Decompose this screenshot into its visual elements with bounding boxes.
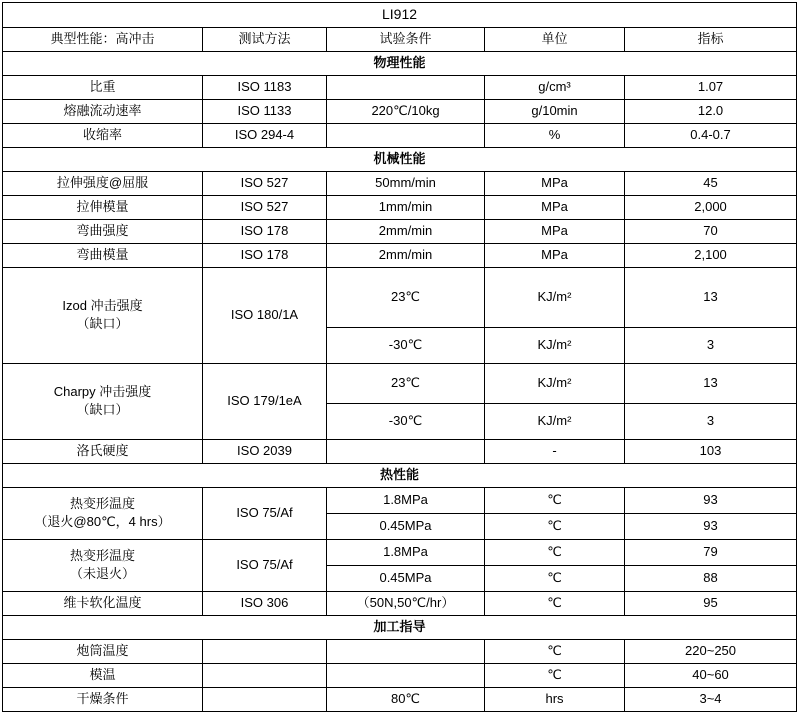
table-row <box>3 195 797 219</box>
section-row-processing <box>3 615 797 639</box>
row-condition: -30℃ <box>327 327 485 363</box>
title-row <box>3 3 797 28</box>
izod-label-line2: （缺口） <box>76 316 129 331</box>
table-row <box>3 663 797 687</box>
table-row <box>3 219 797 243</box>
table-row <box>3 123 797 147</box>
table-row <box>3 171 797 195</box>
section-title: 热性能 <box>3 463 797 487</box>
row-method: ISO 527 <box>203 195 327 219</box>
row-method <box>203 687 327 711</box>
row-unit: ℃ <box>485 565 625 591</box>
charpy-label-line2: （缺口） <box>76 402 129 417</box>
row-property: 维卡软化温度 <box>3 591 203 615</box>
table-row <box>3 639 797 663</box>
section-title: 物理性能 <box>3 51 797 75</box>
row-value: 70 <box>625 219 797 243</box>
header-row <box>3 27 797 51</box>
row-unit: ℃ <box>485 639 625 663</box>
row-method <box>203 663 327 687</box>
row-property: 比重 <box>3 75 203 99</box>
header-unit: 单位 <box>485 27 625 51</box>
row-condition: 0.45MPa <box>327 565 485 591</box>
row-value: 2,000 <box>625 195 797 219</box>
row-property-hdt-annealed <box>3 487 203 539</box>
table-row <box>3 591 797 615</box>
row-condition: 2mm/min <box>327 219 485 243</box>
row-property: 拉伸强度@屈服 <box>3 171 203 195</box>
row-unit: MPa <box>485 171 625 195</box>
row-value: 3~4 <box>625 687 797 711</box>
spec-table <box>2 2 797 712</box>
row-unit: ℃ <box>485 591 625 615</box>
row-value: 2,100 <box>625 243 797 267</box>
section-row-thermal <box>3 463 797 487</box>
row-unit: MPa <box>485 195 625 219</box>
row-property: 干燥条件 <box>3 687 203 711</box>
row-method <box>203 639 327 663</box>
row-condition: -30℃ <box>327 403 485 439</box>
row-value: 93 <box>625 513 797 539</box>
header-value: 指标 <box>625 27 797 51</box>
row-property-charpy <box>3 363 203 439</box>
row-value: 13 <box>625 267 797 327</box>
table-row <box>3 363 797 403</box>
row-unit: ℃ <box>485 513 625 539</box>
row-value: 40~60 <box>625 663 797 687</box>
row-condition: 0.45MPa <box>327 513 485 539</box>
row-property: 拉伸模量 <box>3 195 203 219</box>
row-property: 熔融流动速率 <box>3 99 203 123</box>
row-method: ISO 1183 <box>203 75 327 99</box>
row-value: 88 <box>625 565 797 591</box>
row-value: 95 <box>625 591 797 615</box>
document-title: LI912 <box>3 3 797 28</box>
table-row <box>3 539 797 565</box>
row-method: ISO 294-4 <box>203 123 327 147</box>
row-value: 13 <box>625 363 797 403</box>
table-row <box>3 243 797 267</box>
row-value: 12.0 <box>625 99 797 123</box>
table-row <box>3 487 797 513</box>
row-method: ISO 75/Af <box>203 539 327 591</box>
row-unit: ℃ <box>485 663 625 687</box>
header-property: 典型性能：高冲击 <box>3 27 203 51</box>
row-condition: 220℃/10kg <box>327 99 485 123</box>
row-condition: 80℃ <box>327 687 485 711</box>
table-row <box>3 267 797 327</box>
row-property: 模温 <box>3 663 203 687</box>
table-row <box>3 99 797 123</box>
row-unit: ℃ <box>485 539 625 565</box>
charpy-label-line1: Charpy 冲击强度 <box>53 384 152 400</box>
row-condition <box>327 639 485 663</box>
row-property-izod <box>3 267 203 363</box>
row-condition: 2mm/min <box>327 243 485 267</box>
row-value: 0.4-0.7 <box>625 123 797 147</box>
row-unit: g/cm³ <box>485 75 625 99</box>
row-value: 1.07 <box>625 75 797 99</box>
row-condition: 23℃ <box>327 267 485 327</box>
row-property-hdt-unannealed <box>3 539 203 591</box>
table-row <box>3 75 797 99</box>
row-method: ISO 178 <box>203 243 327 267</box>
hdt-annealed-line1: 热变形温度 <box>69 496 135 512</box>
row-value: 3 <box>625 403 797 439</box>
row-value: 3 <box>625 327 797 363</box>
row-method: ISO 1133 <box>203 99 327 123</box>
row-value: 93 <box>625 487 797 513</box>
row-condition: 50mm/min <box>327 171 485 195</box>
izod-label-line1: Izod 冲击强度 <box>62 298 143 314</box>
section-title: 加工指导 <box>3 615 797 639</box>
spec-sheet <box>2 0 798 712</box>
hdt-annealed-line2: （退火@80℃，4 hrs） <box>34 514 171 529</box>
row-unit: KJ/m² <box>485 327 625 363</box>
row-method: ISO 75/Af <box>203 487 327 539</box>
row-method: ISO 2039 <box>203 439 327 463</box>
row-condition <box>327 663 485 687</box>
row-unit: KJ/m² <box>485 403 625 439</box>
hdt-unannealed-line2: （未退火） <box>69 566 135 581</box>
row-value: 103 <box>625 439 797 463</box>
row-condition: 1mm/min <box>327 195 485 219</box>
row-unit: ℃ <box>485 487 625 513</box>
row-unit: MPa <box>485 243 625 267</box>
row-condition: 23℃ <box>327 363 485 403</box>
section-row-physical <box>3 51 797 75</box>
row-property: 炮筒温度 <box>3 639 203 663</box>
section-row-mechanical <box>3 147 797 171</box>
row-condition: 1.8MPa <box>327 487 485 513</box>
row-value: 79 <box>625 539 797 565</box>
table-row <box>3 439 797 463</box>
row-property: 洛氏硬度 <box>3 439 203 463</box>
row-method: ISO 180/1A <box>203 267 327 363</box>
row-value: 45 <box>625 171 797 195</box>
row-unit: hrs <box>485 687 625 711</box>
row-method: ISO 179/1eA <box>203 363 327 439</box>
row-method: ISO 306 <box>203 591 327 615</box>
row-property: 收缩率 <box>3 123 203 147</box>
row-condition: 1.8MPa <box>327 539 485 565</box>
row-value: 220~250 <box>625 639 797 663</box>
row-property: 弯曲强度 <box>3 219 203 243</box>
row-unit: % <box>485 123 625 147</box>
row-unit: KJ/m² <box>485 363 625 403</box>
section-title: 机械性能 <box>3 147 797 171</box>
row-method: ISO 178 <box>203 219 327 243</box>
row-unit: g/10min <box>485 99 625 123</box>
row-method: ISO 527 <box>203 171 327 195</box>
header-method: 测试方法 <box>203 27 327 51</box>
row-condition <box>327 75 485 99</box>
row-unit: - <box>485 439 625 463</box>
row-condition: （50N,50℃/hr） <box>327 591 485 615</box>
table-row <box>3 687 797 711</box>
row-property: 弯曲模量 <box>3 243 203 267</box>
hdt-unannealed-line1: 热变形温度 <box>69 548 135 564</box>
row-condition <box>327 123 485 147</box>
row-condition <box>327 439 485 463</box>
row-unit: MPa <box>485 219 625 243</box>
row-unit: KJ/m² <box>485 267 625 327</box>
header-condition: 试验条件 <box>327 27 485 51</box>
